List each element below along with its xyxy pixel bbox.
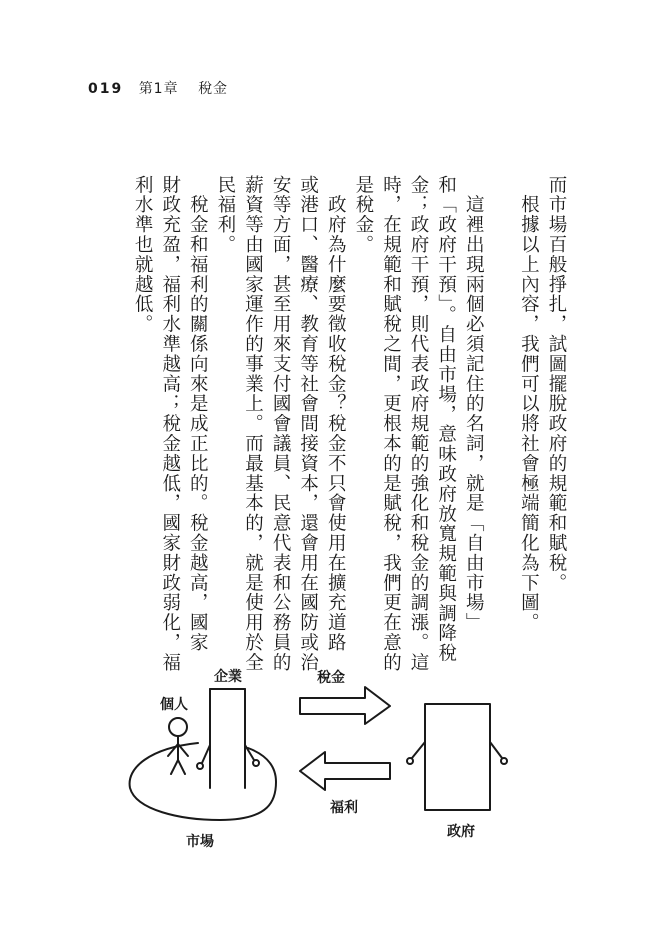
individual-figure-icon [168, 718, 188, 774]
text-line: 是稅金。 [352, 175, 374, 255]
label-government: 政府 [447, 824, 475, 840]
text-line: 時，在規範和賦稅之間，更根本的是賦稅，我們更在意的 [380, 175, 402, 673]
enterprise-building-icon [197, 689, 259, 788]
label-individual: 個人 [160, 697, 188, 713]
welfare-arrow-icon [300, 752, 390, 790]
text-line: 政府為什麼要徵收稅金？稅金不只會使用在擴充道路 [325, 175, 347, 653]
text-line: 利水準也就越低。 [132, 175, 154, 335]
text-line: 薪資等由國家運作的事業上。而最基本的，就是使用於全 [242, 175, 264, 673]
text-line: 金；政府干預，則代表政府規範的強化和稅金的調漲。這 [408, 175, 430, 673]
page-number: 019 [88, 81, 124, 97]
label-market: 市場 [186, 834, 214, 850]
text-line: 這裡出現兩個必須記住的名詞，就是「自由市場」 [463, 175, 485, 633]
label-tax: 稅金 [317, 670, 345, 686]
text-line: 稅金和福利的關係向來是成正比的。稅金越高，國家 [187, 175, 209, 653]
government-building-icon [407, 704, 507, 810]
label-welfare: 福利 [330, 800, 358, 816]
text-line: 和「政府干預」。自由市場，意味政府放寬規範與調降稅 [435, 175, 457, 664]
market-ellipse [130, 743, 276, 820]
tax-arrow-icon [300, 687, 390, 724]
text-line: 或港口、醫療、教育等社會間接資本，還會用在國防或治 [297, 175, 319, 673]
text-line: 根據以上內容，我們可以將社會極端簡化為下圖。 [518, 175, 540, 633]
text-line: 民福利。 [214, 175, 236, 255]
text-line: 而市場百般掙扎，試圖擺脫政府的規範和賦稅。 [546, 175, 567, 593]
running-header [88, 78, 228, 98]
text-line: 財政充盈，福利水準越高；稅金越低，國家財政弱化，福 [159, 175, 181, 673]
text-line [487, 175, 515, 635]
market-government-diagram [120, 660, 550, 860]
chapter-label: 第1章 [138, 81, 179, 97]
label-enterprise: 企業 [214, 669, 242, 685]
body-text [86, 175, 570, 673]
text-line: 安等方面，甚至用來支付國會議員、民意代表和公務員的 [270, 175, 292, 673]
section-title: 稅金 [198, 81, 229, 97]
